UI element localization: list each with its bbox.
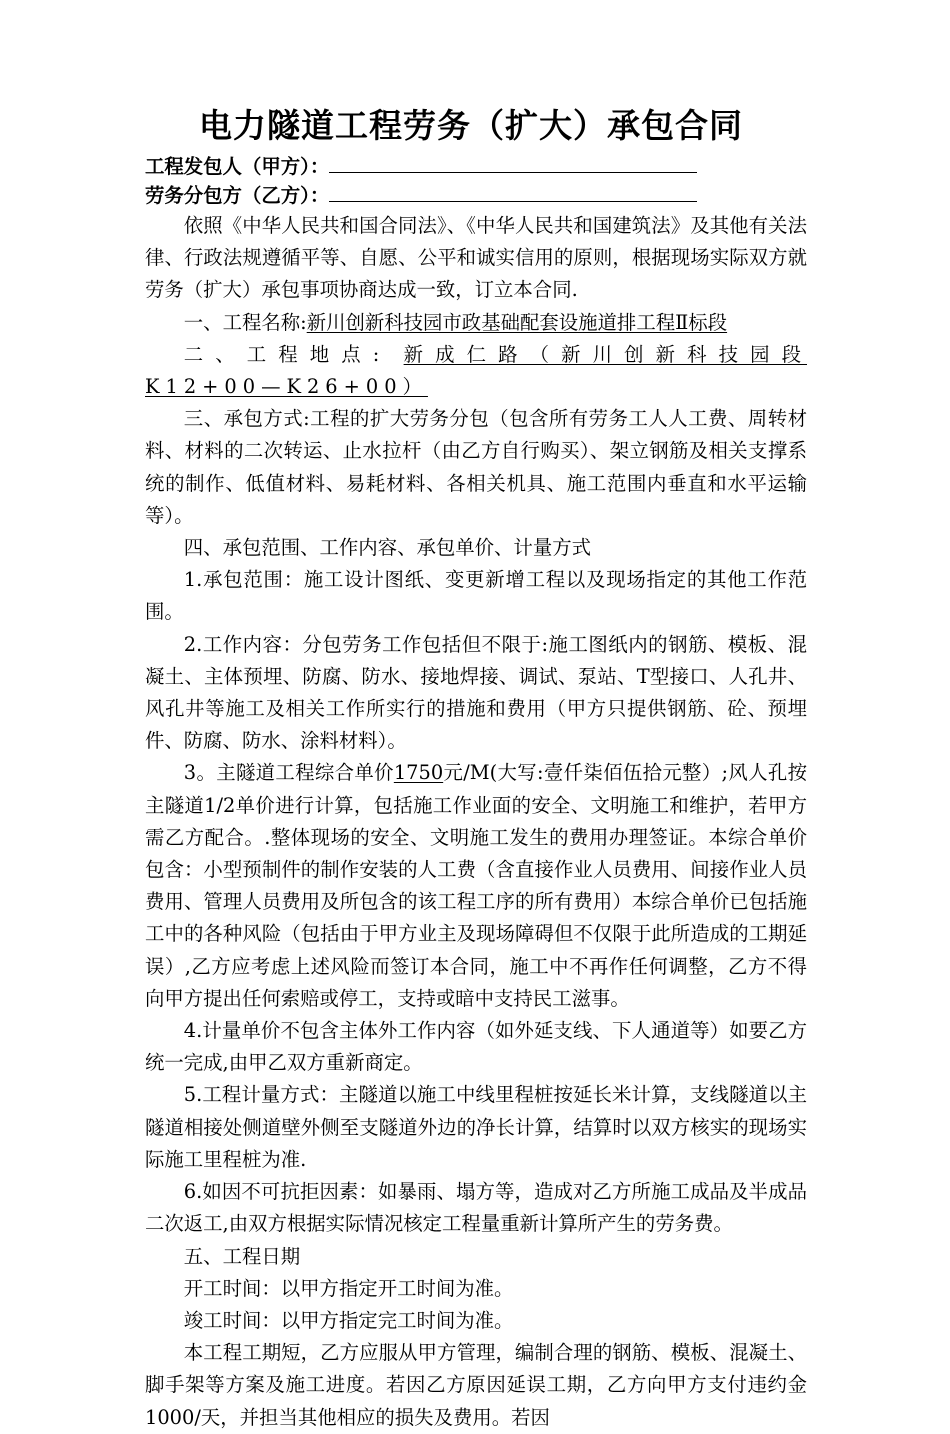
section-4-item-6: 6.如因不可抗拒因素：如暴雨、塌方等，造成对乙方所施工成品及半成品二次返工,由双方根据实际情况核定工程量重新计算所产生的劳务费。: [145, 1180, 807, 1236]
party-b-blank: [329, 181, 697, 202]
party-b-line: [145, 181, 807, 210]
project-name-value: 新川创新科技园市政基础配套设施道排工程Ⅱ标段: [306, 310, 728, 334]
start-date-line: 开工时间：以甲方指定开工时间为准。: [183, 1276, 514, 1300]
section-4-heading: 四、承包范围、工作内容、承包单价、计量方式: [183, 536, 591, 560]
party-a-line: [145, 152, 807, 181]
unit-price-value: 1750: [393, 761, 444, 785]
item-3-body: 元/M(大写:壹仟柒佰伍拾元整）;风人孔按主隧道1/2单价进行计算，包括施工作业面的安全、文明施工和维护，若甲方需乙方配合。.整体现场的安全、文明施工发生的费用办理签证。本综合单价包含：小型预制件的制作安装的人工费（含直接作业人员费用、间接作业人员费用、管理人员费用及所包含的该工程工序的所有费用）本综合单价已包括施工中的各种风险（包括由于甲方业主及现场障碍但不仅限于此所造成的工期延误）,乙方应考虑上述风险而签订本合同，施工中不再作任何调整，乙方不得向甲方提出任何索赔或停工，支持或暗中支持民工滋事。: [145, 761, 807, 1010]
section-2-project-location: [145, 339, 807, 403]
intro-paragraph: 依照《中华人民共和国合同法》、《中华人民共和国建筑法》及其他有关法律、行政法规遵循平等、自愿、公平和诚实信用的原则，根据现场实际双方就劳务（扩大）承包事项协商达成一致，订立本合同.: [145, 214, 807, 302]
item-3-prefix: 3。主隧道工程综合单价: [183, 761, 394, 785]
section-1-project-name: [145, 307, 807, 339]
contract-page: [145, 100, 807, 1434]
document-title: 电力隧道工程劳务（扩大）承包合同: [199, 106, 743, 145]
end-date-line: 竣工时间：以甲方指定完工时间为准。: [183, 1308, 514, 1332]
party-b-label: 劳务分包方（乙方）：: [145, 184, 330, 207]
section-1-label: 一、工程名称:: [183, 310, 307, 334]
section-5-body: 本工程工期短，乙方应服从甲方管理，编制合理的钢筋、模板、混凝土、脚手架等方案及施工进度。若因乙方原因延误工期，乙方向甲方支付违约金1000/天，并担当其他相应的损失及费用。若因: [145, 1341, 807, 1429]
section-4-item-5: 5.工程计量方式：主隧道以施工中线里程桩按延长米计算，支线隧道以主隧道相接处侧道壁外侧至支隧道外边的净长计算，结算时以双方核实的现场实际施工里程桩为准.: [145, 1083, 807, 1171]
section-4-item-2: 2.工作内容：分包劳务工作包括但不限于:施工图纸内的钢筋、模板、混凝土、主体预埋、防腐、防水、接地焊接、调试、泵站、T型接口、人孔井、风孔井等施工及相关工作所实行的措施和费用（甲方只提供钢筋、砼、预埋件、防腐、防水、涂料材料）。: [145, 632, 807, 753]
section-3-contract-method: 三、承包方式:工程的扩大劳务分包（包含所有劳务工人人工费、周转材料、材料的二次转运、止水拉杆（由乙方自行购买）、架立钢筋及相关支撑系统的制作、低值材料、易耗材料、各相关机具、施工范围内垂直和水平运输等）。: [145, 407, 807, 527]
section-2-label: 二、工程地点:: [183, 342, 386, 366]
party-a-blank: [329, 152, 697, 173]
project-location-value: 新成仁路（新川创新科技园段K12+00—K26+00）: [145, 342, 807, 399]
section-4-item-4: 4.计量单价不包含主体外工作内容（如外延支线、下人通道等）如要乙方统一完成,由甲乙双方重新商定。: [145, 1019, 807, 1075]
party-a-label: 工程发包人（甲方）：: [145, 155, 330, 178]
section-4-item-1: 1.承包范围：施工设计图纸、变更新增工程以及现场指定的其他工作范围。: [145, 568, 807, 624]
section-4-item-3: [145, 757, 807, 1015]
section-5-heading: 五、工程日期: [183, 1244, 301, 1268]
